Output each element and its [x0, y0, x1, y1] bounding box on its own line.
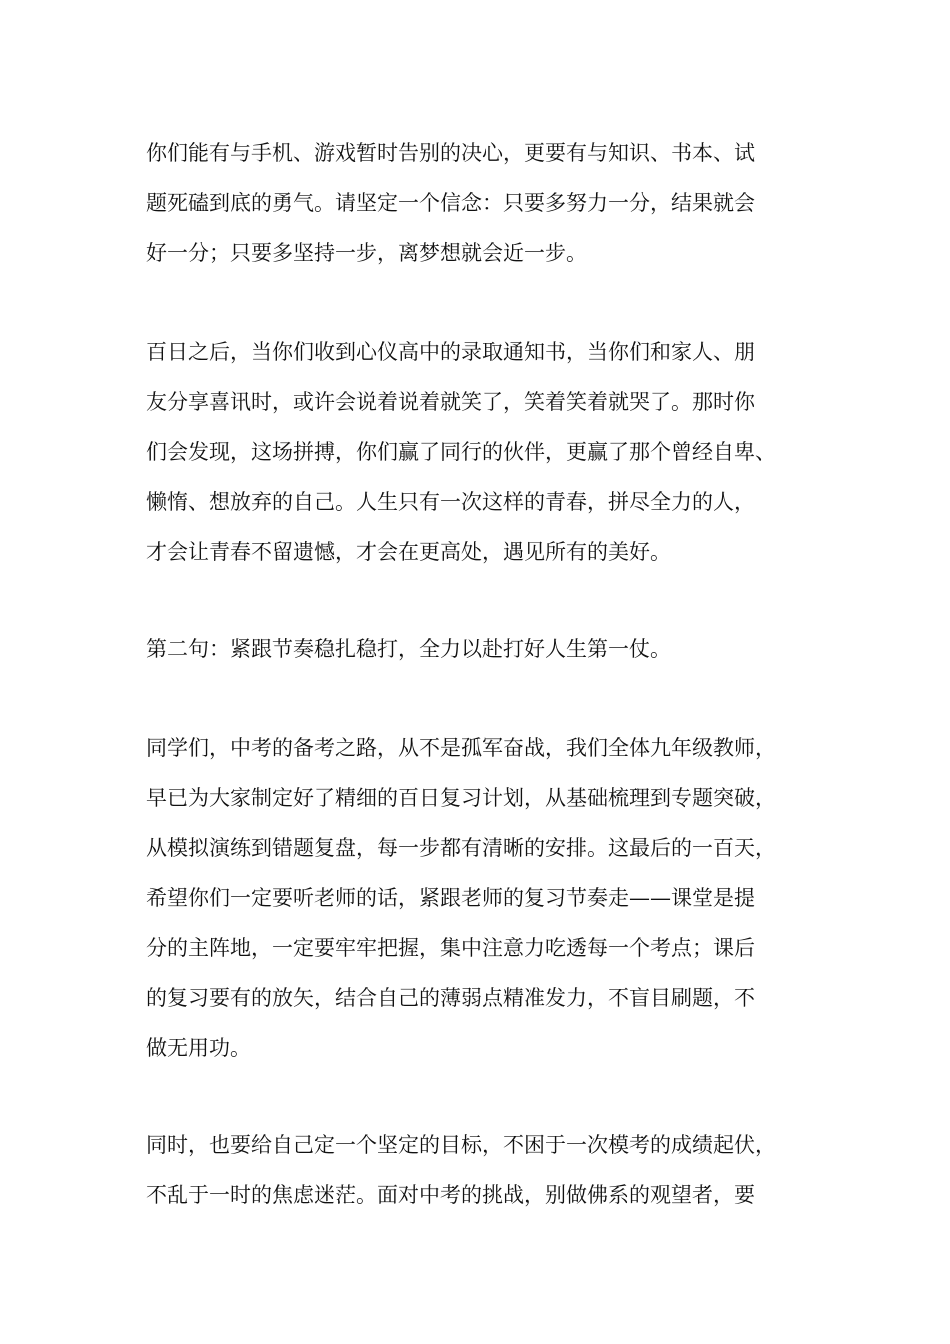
- text-line: 同学们，中考的备考之路，从不是孤军奋战，我们全体九年级教师，: [146, 736, 776, 760]
- text-line: 从模拟演练到错题复盘，每一步都有清晰的安排。这最后的一百天，: [146, 836, 776, 860]
- paragraph-review-plan: [146, 723, 846, 1073]
- text-line: 才会让青春不留遗憾，才会在更高处，遇见所有的美好。: [146, 540, 671, 564]
- text-line: 友分享喜讯时，或许会说着说着就笑了，笑着笑着就哭了。那时你: [146, 390, 755, 414]
- text-line: 题死磕到底的勇气。请坚定一个信念：只要多努力一分，结果就会: [146, 191, 755, 215]
- text-line: 懒惰、想放弃的自己。人生只有一次这样的青春，拼尽全力的人，: [146, 490, 755, 514]
- text-line: 分的主阵地，一定要牢牢把握，集中注意力吃透每一个考点；课后: [146, 936, 755, 960]
- text-line: 百日之后，当你们收到心仪高中的录取通知书，当你们和家人、朋: [146, 340, 755, 364]
- paragraph-after-hundred-days: [146, 327, 846, 577]
- text-line: 同时，也要给自己定一个坚定的目标，不困于一次模考的成绩起伏，: [146, 1133, 776, 1157]
- text-line: 你们能有与手机、游戏暂时告别的决心，更要有与知识、书本、试: [146, 141, 755, 165]
- text-line: 第二句：紧跟节奏稳扎稳打，全力以赴打好人生第一仗。: [146, 637, 671, 661]
- text-line: 好一分；只要多坚持一步，离梦想就会近一步。: [146, 241, 587, 265]
- section-heading-second: [146, 624, 846, 674]
- text-line: 做无用功。: [146, 1036, 251, 1060]
- paragraph-determination: [146, 128, 846, 278]
- text-line: 们会发现，这场拼搏，你们赢了同行的伙伴，更赢了那个曾经自卑、: [146, 440, 776, 464]
- text-line: 的复习要有的放矢，结合自己的薄弱点精准发力，不盲目刷题，不: [146, 986, 755, 1010]
- paragraph-goal: [146, 1120, 846, 1220]
- text-line: 不乱于一时的焦虑迷茫。面对中考的挑战，别做佛系的观望者，要: [146, 1183, 755, 1207]
- text-line: 希望你们一定要听老师的话，紧跟老师的复习节奏走——课堂是提: [146, 886, 755, 910]
- text-line: 早已为大家制定好了精细的百日复习计划，从基础梳理到专题突破，: [146, 786, 776, 810]
